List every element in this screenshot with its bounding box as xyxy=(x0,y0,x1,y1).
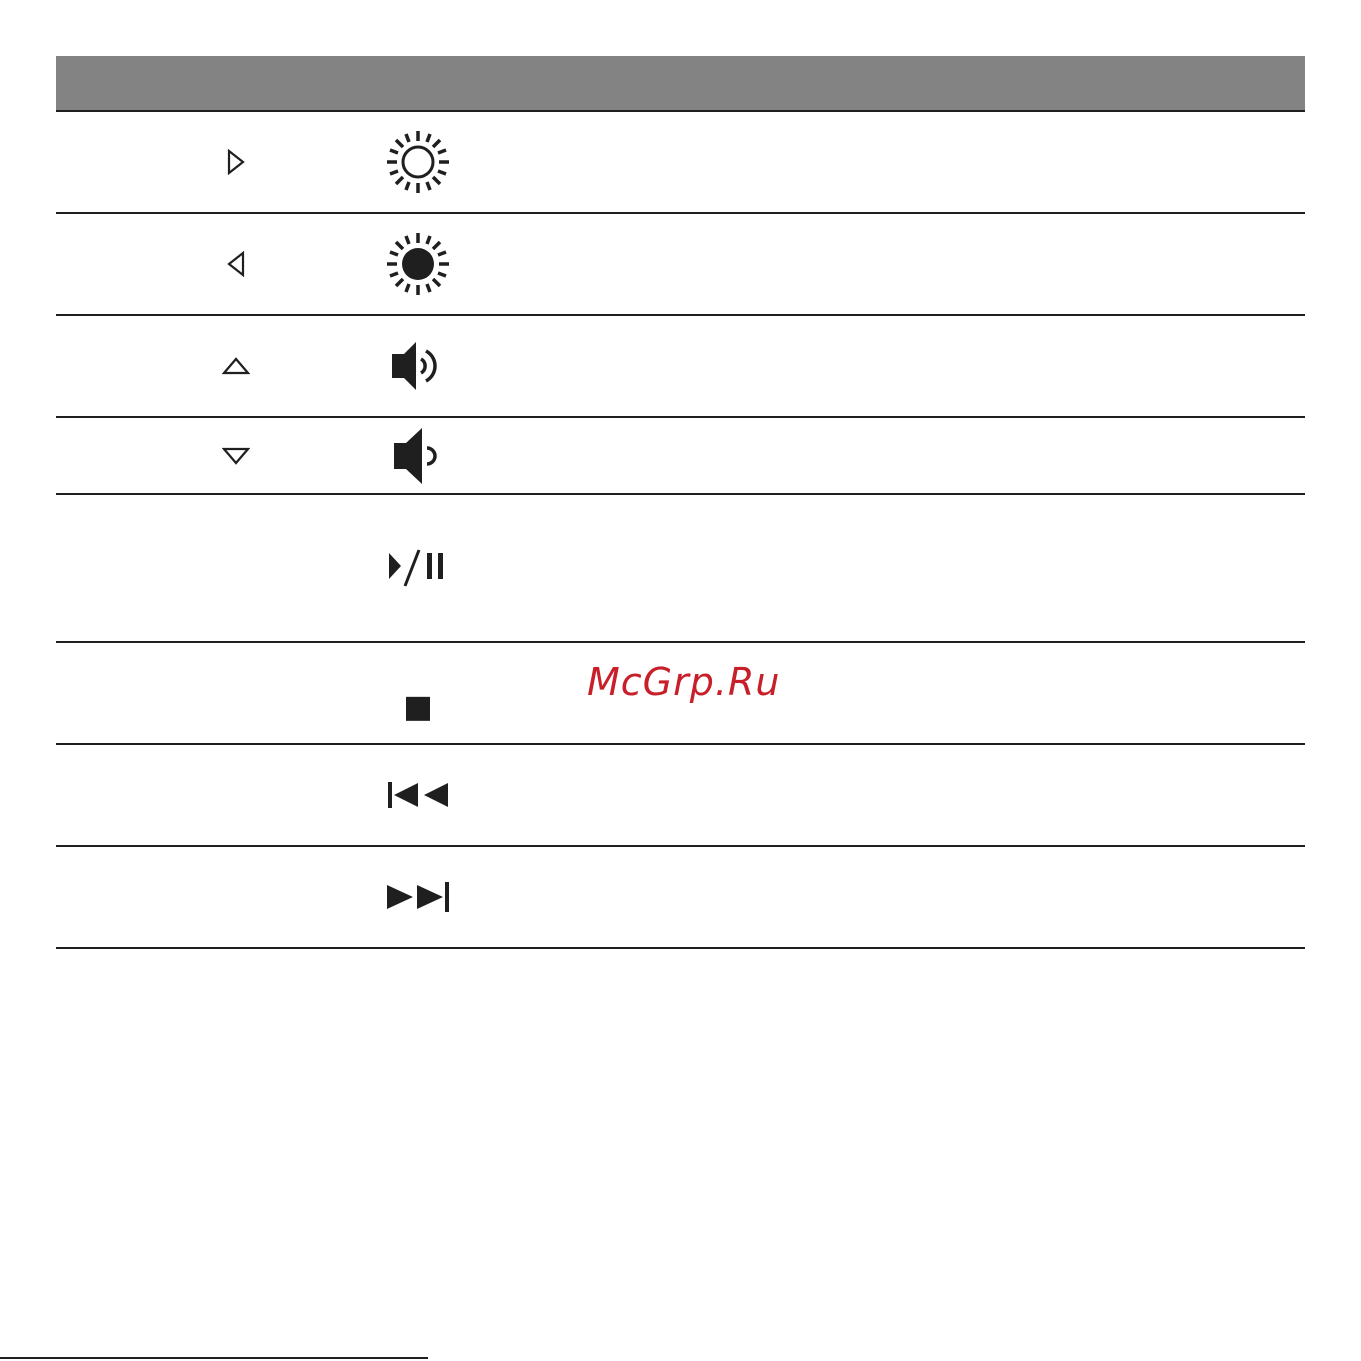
brightness-up-sun-outline-icon xyxy=(382,126,454,198)
next-track-icon xyxy=(382,861,454,933)
triangle-right-outline-icon xyxy=(216,142,256,182)
triangle-up-outline-icon xyxy=(216,346,256,386)
table-row xyxy=(56,214,1305,316)
brightness-down-sun-filled-icon xyxy=(382,228,454,300)
stop-icon xyxy=(382,673,454,745)
table-row xyxy=(56,112,1305,214)
triangle-left-outline-icon xyxy=(216,244,256,284)
table-row xyxy=(56,418,1305,495)
triangle-down-outline-icon xyxy=(216,436,256,476)
hotkey-table xyxy=(56,56,1305,949)
previous-track-icon xyxy=(382,759,454,831)
table-row xyxy=(56,847,1305,949)
volume-down-speaker-icon xyxy=(382,420,454,492)
table-row xyxy=(56,495,1305,643)
table-row xyxy=(56,745,1305,847)
watermark-text: McGrp.Ru xyxy=(587,660,781,704)
footer-rule xyxy=(0,1357,428,1359)
play-pause-icon xyxy=(382,532,454,604)
table-header xyxy=(56,56,1305,112)
volume-up-speaker-icon xyxy=(382,330,454,402)
table-row xyxy=(56,316,1305,418)
